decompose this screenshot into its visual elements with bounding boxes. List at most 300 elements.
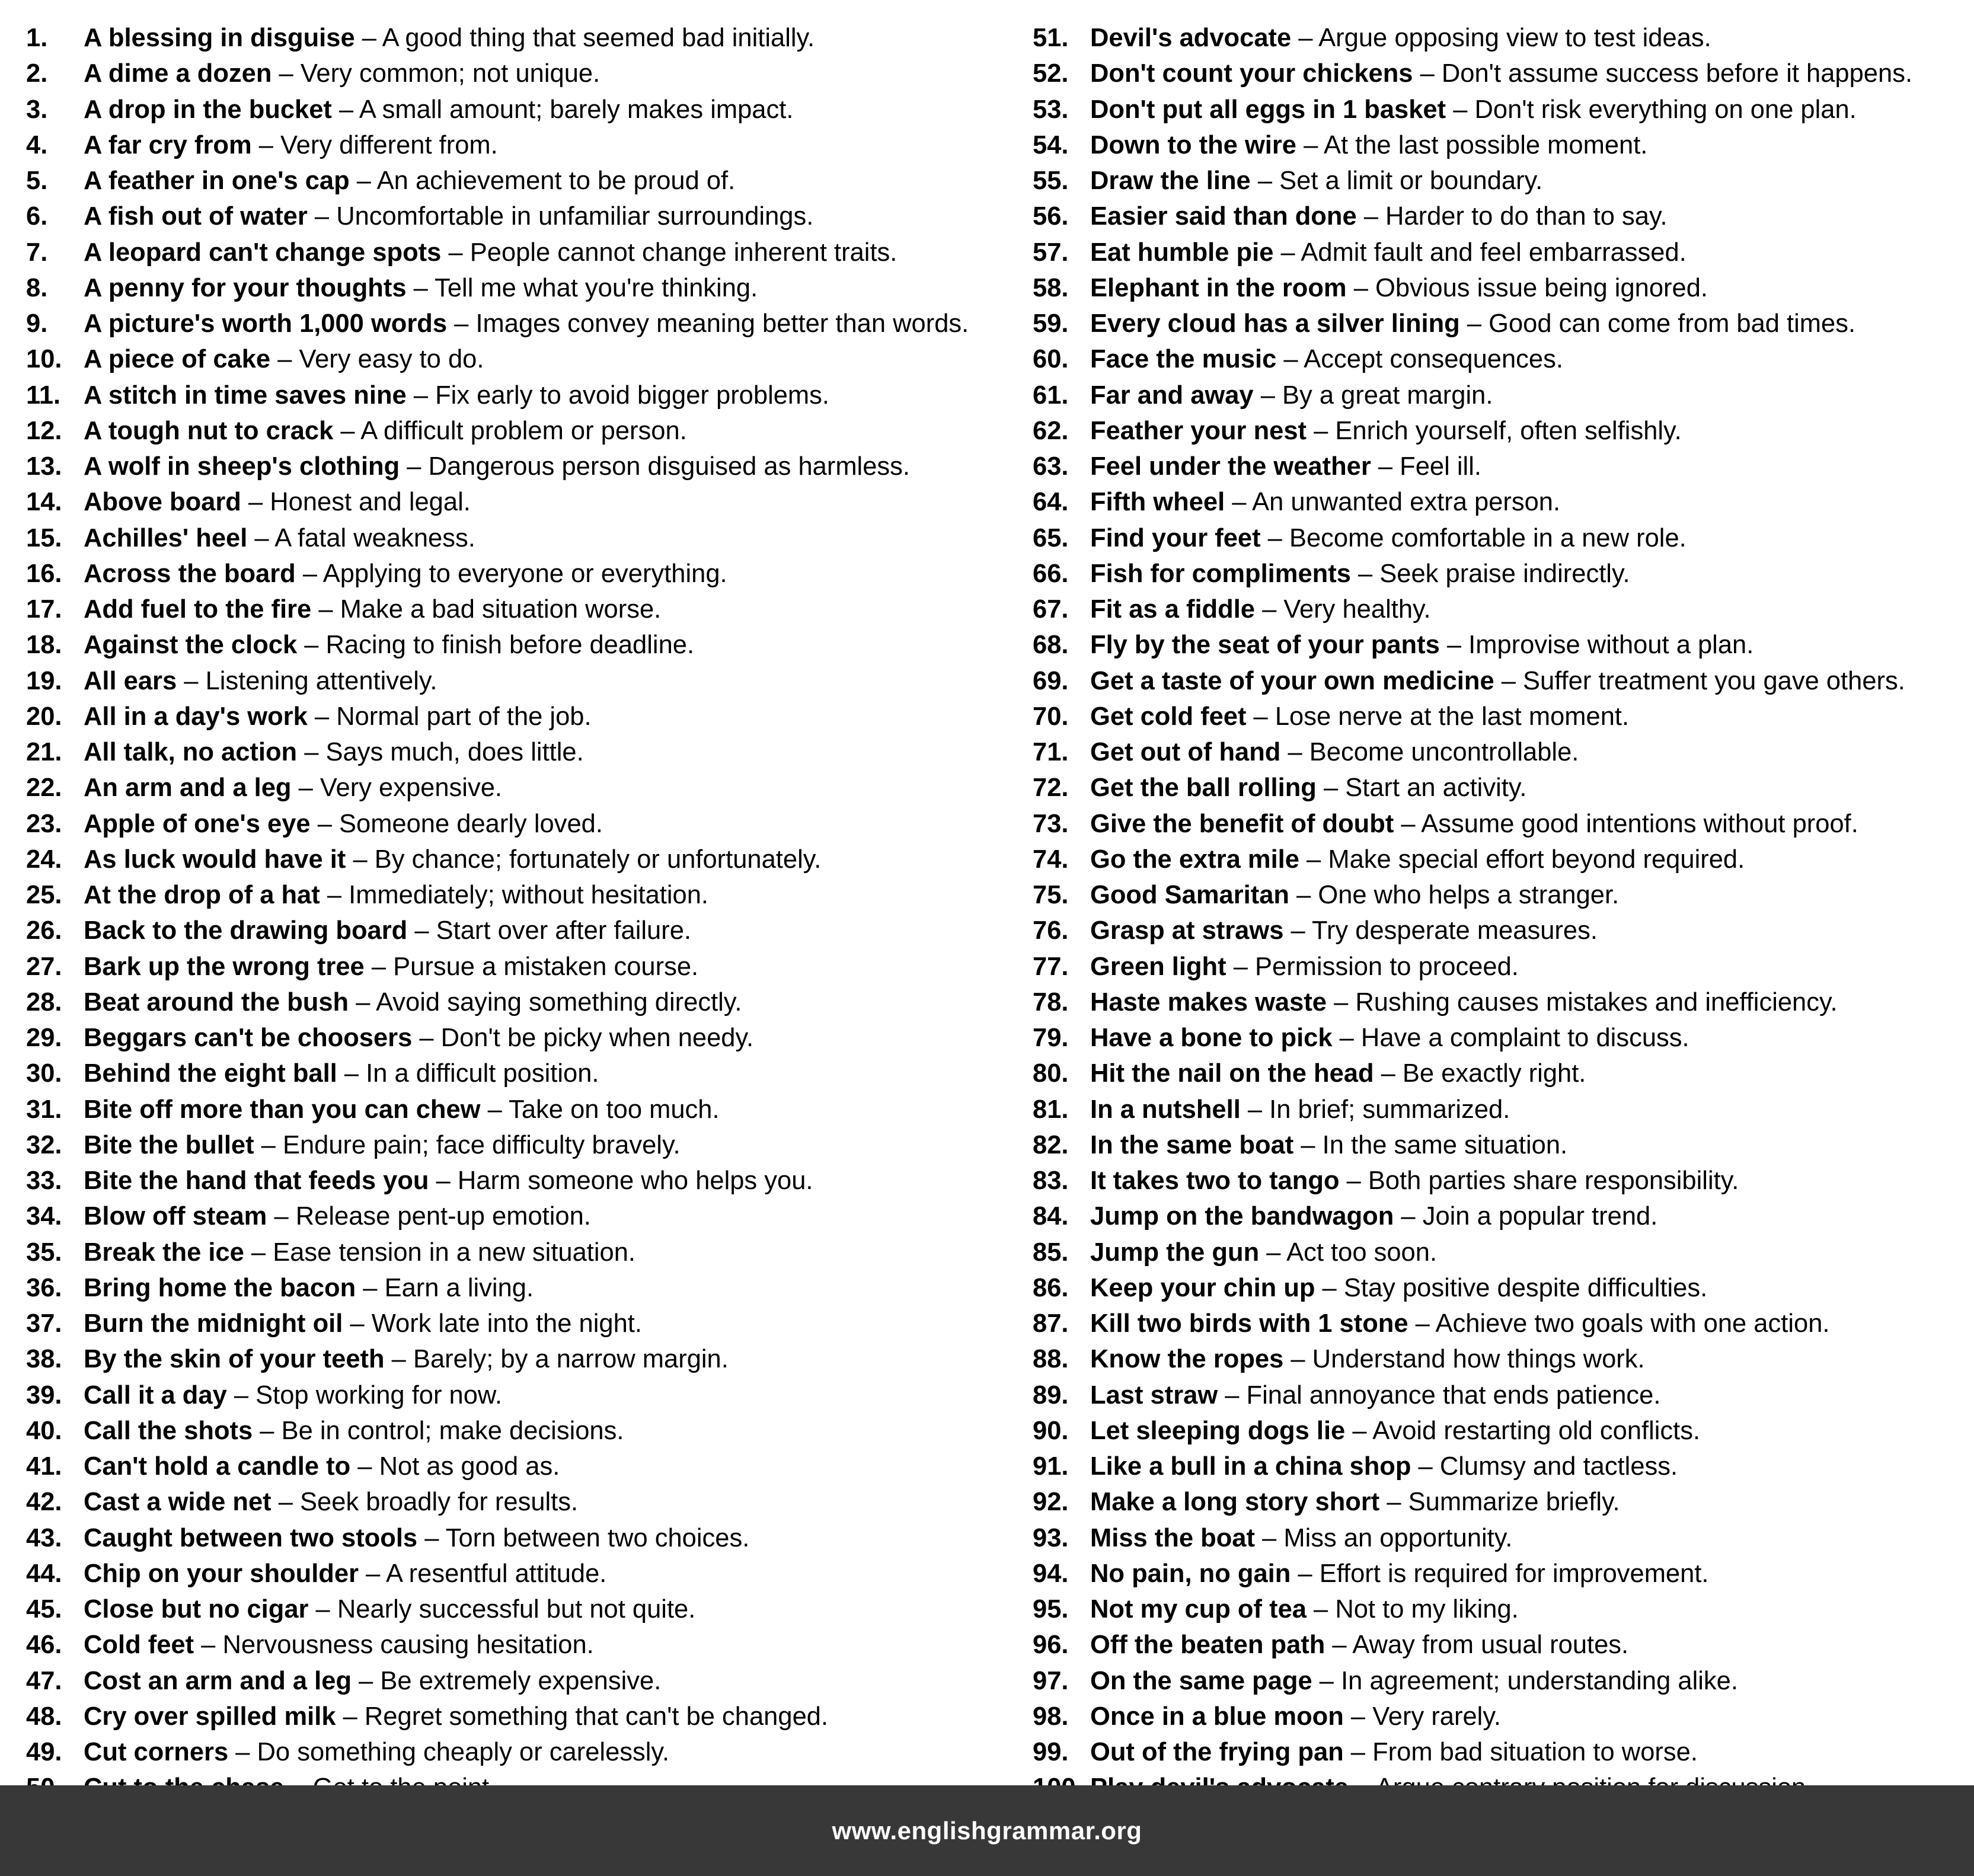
dash-separator: – (1413, 59, 1442, 88)
idiom-phrase: Beggars can't be choosers (84, 1024, 413, 1052)
idiom-entry (84, 842, 821, 877)
idiom-list-item (1033, 270, 1969, 306)
idiom-entry (1090, 699, 1629, 734)
idiom-meaning: Work late into the night. (371, 1309, 642, 1338)
dash-separator: – (1291, 24, 1319, 52)
idiom-entry (1090, 1663, 1738, 1699)
item-number: 14. (26, 488, 62, 517)
idiom-list-item (1033, 127, 1969, 163)
idiom-meaning: Endure pain; face difficulty bravely. (282, 1130, 681, 1159)
item-number: 82. (1033, 1130, 1069, 1159)
idiom-meaning: Pursue a mistaken course. (393, 952, 699, 981)
dash-separator: – (1411, 1452, 1440, 1481)
idiom-entry (84, 949, 698, 985)
item-number: 62. (1033, 416, 1069, 445)
idiom-phrase: Fifth wheel (1090, 488, 1225, 517)
idiom-list-item (1033, 1020, 1969, 1056)
idiom-meaning: Avoid restarting old conflicts. (1372, 1416, 1701, 1445)
item-number: 71. (1033, 738, 1069, 766)
idiom-list-item (1033, 1378, 1969, 1413)
idiom-list-item (1033, 842, 1969, 877)
item-number: 9. (26, 309, 48, 338)
idiom-phrase: A wolf in sheep's clothing (84, 452, 400, 481)
idiom-phrase: Elephant in the room (1090, 273, 1347, 302)
idiom-entry (84, 1413, 624, 1449)
idiom-meaning: Regret something that can't be changed. (364, 1702, 829, 1731)
dash-separator: – (1439, 631, 1469, 660)
dash-separator: – (1225, 488, 1253, 517)
idiom-phrase: Back to the drawing board (84, 916, 408, 945)
idiom-entry (84, 770, 502, 806)
idiom-entry (84, 1127, 681, 1163)
idiom-entry (1090, 1699, 1501, 1734)
idiom-phrase: A stitch in time saves nine (84, 381, 407, 410)
item-number: 76. (1033, 916, 1069, 945)
item-number: 98. (1033, 1702, 1069, 1731)
idiom-list-item (1033, 1449, 1969, 1484)
idiom-meaning: Immediately; without hesitation. (349, 881, 708, 909)
idiom-entry (84, 341, 484, 377)
idiom-entry (1090, 1341, 1645, 1377)
item-number: 88. (1033, 1345, 1069, 1374)
idiom-entry (84, 56, 600, 91)
idiom-meaning: Summarize briefly. (1408, 1488, 1620, 1517)
idiom-list-item (26, 806, 1010, 842)
dash-separator: – (253, 1416, 282, 1445)
dash-separator: – (1280, 738, 1309, 766)
idiom-meaning: Avoid saying something directly. (376, 987, 742, 1017)
dash-separator: – (1289, 881, 1318, 909)
item-number: 53. (1033, 95, 1069, 124)
dash-separator: – (244, 1238, 273, 1267)
dash-separator: – (1296, 130, 1324, 159)
idiom-phrase: Devil's advocate (1090, 24, 1292, 52)
idiom-meaning: Listening attentively. (205, 666, 437, 695)
idiom-list-item (1033, 627, 1969, 663)
item-number: 90. (1033, 1416, 1069, 1445)
item-number: 68. (1033, 631, 1069, 660)
dash-separator: – (228, 1738, 257, 1766)
idiom-phrase: Jump the gun (1090, 1238, 1260, 1267)
item-number: 32. (26, 1130, 62, 1159)
item-number: 49. (26, 1738, 62, 1766)
idiom-entry (84, 1235, 635, 1270)
dash-separator: – (337, 1059, 366, 1088)
idiom-meaning: Improvise without a plan. (1468, 631, 1754, 660)
item-number: 24. (26, 845, 62, 874)
idiom-entry (84, 413, 687, 449)
item-number: 69. (1033, 666, 1069, 695)
idiom-phrase: Grasp at straws (1090, 916, 1284, 945)
idiom-meaning: Barely; by a narrow margin. (413, 1345, 729, 1374)
idiom-list-item (26, 1556, 1010, 1591)
idiom-meaning: Dangerous person disguised as harmless. (428, 452, 911, 481)
dash-separator: – (429, 1166, 458, 1195)
dash-separator: – (350, 1452, 379, 1481)
idiom-phrase: Against the clock (84, 631, 298, 660)
item-number: 31. (26, 1095, 62, 1124)
item-number: 10. (26, 345, 62, 374)
idiom-entry (1090, 1591, 1519, 1627)
idiom-list-item (1033, 1520, 1969, 1556)
item-number: 23. (26, 809, 62, 838)
idiom-list-item (1033, 1627, 1969, 1663)
idiom-phrase: As luck would have it (84, 845, 346, 874)
idiom-entry (84, 1699, 828, 1734)
dash-separator: – (241, 488, 270, 517)
idiom-list-item (26, 1484, 1010, 1520)
item-number: 99. (1033, 1738, 1069, 1766)
idiom-meaning: Become comfortable in a new role. (1289, 523, 1686, 552)
idiom-phrase: Cut corners (84, 1738, 229, 1766)
dash-separator: – (194, 1631, 223, 1660)
idiom-phrase: A penny for your thoughts (84, 273, 407, 302)
item-number: 7. (26, 238, 48, 267)
idiom-entry (84, 484, 471, 520)
dash-separator: – (320, 881, 349, 909)
dash-separator: – (349, 167, 377, 195)
dash-separator: – (1218, 1380, 1247, 1410)
idiom-phrase: A blessing in disguise (84, 24, 355, 52)
idiom-phrase: Feather your nest (1090, 416, 1307, 445)
idiom-entry (84, 1663, 661, 1699)
item-number: 20. (26, 702, 62, 731)
item-number: 30. (26, 1059, 62, 1088)
idiom-meaning: Become uncontrollable. (1309, 738, 1579, 766)
item-number: 94. (1033, 1559, 1069, 1588)
item-number: 6. (26, 202, 48, 231)
idiom-phrase: Cast a wide net (84, 1488, 271, 1517)
idiom-meaning: Ease tension in a new situation. (273, 1238, 636, 1267)
idiom-entry (84, 806, 603, 842)
item-number: 79. (1033, 1024, 1069, 1052)
idiom-list-item (1033, 1663, 1969, 1699)
idiom-entry (84, 1056, 599, 1091)
dash-separator: – (1346, 273, 1375, 302)
idiom-meaning: Assume good intentions without proof. (1421, 809, 1858, 838)
item-number: 15. (26, 523, 62, 552)
idiom-entry (84, 1520, 749, 1556)
idiom-meaning: Admit fault and feel embarrassed. (1301, 238, 1686, 267)
idiom-list-item (26, 1199, 1010, 1234)
idiom-list-item (1033, 56, 1969, 91)
idiom-meaning: Be exactly right. (1402, 1059, 1586, 1088)
idiom-phrase: Bring home the bacon (84, 1273, 356, 1302)
idiom-list-item (26, 449, 1010, 484)
idiom-list-item (1033, 699, 1969, 734)
dash-separator: – (1315, 1273, 1344, 1302)
idiom-entry (1090, 1199, 1657, 1234)
idiom-entry (84, 1378, 502, 1413)
item-number: 8. (26, 273, 48, 302)
idiom-entry (1090, 449, 1481, 484)
idiom-meaning: Harder to do than to say. (1385, 202, 1668, 231)
dash-separator: – (1246, 702, 1275, 731)
idiom-meaning: Final annoyance that ends patience. (1246, 1380, 1661, 1410)
idiom-list-item (26, 235, 1010, 270)
dash-separator: – (308, 1595, 337, 1623)
idiom-list-item (1033, 1484, 1969, 1520)
idiom-meaning: Obvious issue being ignored. (1375, 273, 1708, 302)
idiom-list-item (26, 734, 1010, 770)
item-number: 78. (1033, 987, 1069, 1017)
idiom-list-item (26, 1378, 1010, 1413)
idiom-entry (1090, 1734, 1698, 1770)
idiom-phrase: Fish for compliments (1090, 559, 1351, 588)
idiom-list-item (26, 913, 1010, 948)
idiom-phrase: Give the benefit of doubt (1090, 809, 1394, 838)
item-number: 42. (26, 1488, 62, 1517)
idiom-column-right (1033, 20, 1969, 1806)
idiom-meaning: Earn a living. (384, 1273, 534, 1302)
idiom-phrase: Know the ropes (1090, 1345, 1284, 1374)
item-number: 81. (1033, 1095, 1069, 1124)
dash-separator: – (310, 809, 339, 838)
idiom-list-item (1033, 378, 1969, 413)
idiom-phrase: A fish out of water (84, 202, 308, 231)
idiom-list-item (1033, 163, 1969, 199)
idiom-meaning: Uncomfortable in unfamiliar surroundings. (336, 202, 814, 231)
idiom-list-item (26, 1627, 1010, 1663)
item-number: 91. (1033, 1452, 1069, 1481)
item-number: 63. (1033, 452, 1069, 481)
idiom-phrase: Beat around the bush (84, 987, 349, 1017)
idiom-phrase: Bite the hand that feeds you (84, 1166, 429, 1195)
idiom-entry (1090, 734, 1579, 770)
idiom-entry (84, 92, 793, 127)
dash-separator: – (1259, 1238, 1287, 1267)
dash-separator: – (295, 559, 323, 588)
idiom-meaning: Suffer treatment you gave others. (1523, 666, 1905, 695)
item-number: 55. (1033, 167, 1069, 195)
item-number: 2. (26, 59, 48, 88)
idiom-list-item (26, 1270, 1010, 1306)
idiom-meaning: Seek praise indirectly. (1379, 559, 1630, 588)
idiom-list-item (26, 592, 1010, 627)
item-number: 92. (1033, 1488, 1069, 1517)
item-number: 41. (26, 1452, 62, 1481)
idiom-phrase: A far cry from (84, 130, 252, 159)
idiom-entry (1090, 1092, 1510, 1127)
idiom-meaning: Very rarely. (1372, 1702, 1501, 1731)
idiom-entry (1090, 877, 1619, 913)
idiom-phrase: Call the shots (84, 1416, 253, 1445)
item-number: 28. (26, 987, 62, 1017)
idiom-entry (1090, 341, 1563, 377)
idiom-phrase: Close but no cigar (84, 1595, 309, 1623)
idiom-phrase: Haste makes waste (1090, 987, 1327, 1017)
idiom-phrase: Cost an arm and a leg (84, 1666, 352, 1695)
dash-separator: – (226, 1380, 256, 1410)
item-number: 38. (26, 1345, 62, 1374)
item-number: 72. (1033, 774, 1069, 803)
item-number: 89. (1033, 1380, 1069, 1410)
item-number: 73. (1033, 809, 1069, 838)
idiom-meaning: In agreement; understanding alike. (1341, 1666, 1738, 1695)
idiom-phrase: At the drop of a hat (84, 881, 320, 909)
item-number: 18. (26, 631, 62, 660)
idiom-entry (84, 520, 475, 556)
idiom-entry (1090, 92, 1857, 127)
idiom-entry (84, 1306, 642, 1341)
idiom-phrase: In the same boat (1090, 1130, 1294, 1159)
item-number: 33. (26, 1166, 62, 1195)
idiom-list-item (1033, 484, 1969, 520)
idiom-entry (1090, 1127, 1567, 1163)
dash-separator: – (406, 381, 436, 410)
item-number: 77. (1033, 952, 1069, 981)
idiom-list-item (1033, 1056, 1969, 1091)
item-number: 1. (26, 24, 48, 52)
item-number: 84. (1033, 1202, 1069, 1231)
idiom-list-item (1033, 199, 1969, 234)
idiom-entry (1090, 842, 1745, 877)
idiom-phrase: Achilles' heel (84, 523, 248, 552)
idiom-phrase: Fit as a fiddle (1090, 595, 1255, 624)
idiom-entry (1090, 270, 1708, 306)
idiom-meaning: By a great margin. (1282, 381, 1493, 410)
dash-separator: – (1371, 452, 1400, 481)
idiom-entry (1090, 949, 1519, 985)
dash-separator: – (1291, 1559, 1320, 1588)
idiom-entry (1090, 1627, 1628, 1663)
idiom-phrase: Apple of one's eye (84, 809, 311, 838)
dash-separator: – (1394, 1202, 1423, 1231)
dash-separator: – (1299, 845, 1328, 874)
idiom-entry (1090, 127, 1647, 163)
idiom-list-item (1033, 1163, 1969, 1199)
dash-separator: – (1307, 416, 1336, 445)
footer-url[interactable]: www.englishgrammar.org (832, 1816, 1142, 1845)
idiom-entry (1090, 770, 1526, 806)
idiom-phrase: Above board (84, 488, 241, 517)
dash-separator: – (1273, 238, 1301, 267)
item-number: 22. (26, 774, 62, 803)
idiom-phrase: Bark up the wrong tree (84, 952, 365, 981)
item-number: 52. (1033, 59, 1069, 88)
idiom-meaning: Not as good as. (379, 1452, 560, 1481)
idiom-phrase: Every cloud has a silver lining (1090, 309, 1460, 338)
item-number: 60. (1033, 345, 1069, 374)
item-number: 12. (26, 416, 62, 445)
idiom-phrase: Feel under the weather (1090, 452, 1371, 481)
idiom-entry (1090, 484, 1560, 520)
item-number: 27. (26, 952, 62, 981)
item-number: 65. (1033, 523, 1069, 552)
idiom-entry (84, 1591, 695, 1627)
idiom-meaning: Do something cheaply or carelessly. (257, 1738, 670, 1766)
idiom-entry (1090, 163, 1542, 199)
idiom-list-item (26, 270, 1010, 306)
idiom-list-item (1033, 806, 1969, 842)
item-number: 75. (1033, 881, 1069, 909)
idiom-entry (84, 1163, 813, 1199)
item-number: 54. (1033, 130, 1069, 159)
idiom-meaning: Achieve two goals with one action. (1435, 1309, 1830, 1338)
dash-separator: – (1343, 1702, 1373, 1731)
idiom-entry (1090, 1378, 1660, 1413)
dash-separator: – (297, 631, 326, 660)
idiom-entry (84, 1556, 606, 1591)
idiom-phrase: Go the extra mile (1090, 845, 1299, 874)
idiom-meaning: Lose nerve at the last moment. (1275, 702, 1630, 731)
dash-separator: – (1293, 1130, 1323, 1159)
idiom-phrase: Fly by the seat of your pants (1090, 631, 1440, 660)
idiom-meaning: Seek broadly for results. (300, 1488, 579, 1517)
idiom-phrase: Like a bull in a china shop (1090, 1452, 1411, 1481)
idiom-entry (84, 1627, 594, 1663)
idiom-meaning: Miss an opportunity. (1283, 1523, 1513, 1552)
idiom-list-item (26, 627, 1010, 663)
idiom-phrase: Cold feet (84, 1631, 194, 1660)
idiom-list-item (26, 378, 1010, 413)
dash-separator: – (336, 1702, 365, 1731)
dash-separator: – (1374, 1059, 1403, 1088)
dash-separator: – (406, 273, 435, 302)
idiom-entry (84, 1484, 578, 1520)
idiom-meaning: Fix early to avoid bigger problems. (435, 381, 829, 410)
idiom-phrase: Hit the nail on the head (1090, 1059, 1374, 1088)
item-number: 85. (1033, 1238, 1069, 1267)
dash-separator: – (447, 309, 476, 338)
idiom-phrase: A feather in one's cap (84, 167, 350, 195)
idiom-list-item (26, 341, 1010, 377)
idiom-phrase: Far and away (1090, 381, 1254, 410)
idiom-meaning: By chance; fortunately or unfortunately. (374, 845, 822, 874)
dash-separator: – (333, 416, 361, 445)
idiom-list-item (26, 770, 1010, 806)
idiom-list-item (1033, 413, 1969, 449)
idiom-entry (1090, 56, 1912, 91)
idiom-phrase: Out of the frying pan (1090, 1738, 1344, 1766)
dash-separator: – (1226, 952, 1255, 981)
idiom-entry (1090, 627, 1753, 663)
idiom-meaning: A good thing that seemed bad initially. (382, 24, 815, 52)
dash-separator: – (267, 1202, 296, 1231)
idiom-entry (1090, 663, 1905, 699)
idiom-phrase: Easier said than done (1090, 202, 1357, 231)
idiom-entry (1090, 413, 1682, 449)
idiom-meaning: Try desperate measures. (1311, 916, 1598, 945)
idiom-list-item (26, 1020, 1010, 1056)
dash-separator: – (1306, 1595, 1336, 1623)
item-number: 61. (1033, 381, 1069, 410)
item-number: 16. (26, 559, 62, 588)
idiom-entry (1090, 306, 1855, 341)
idiom-entry (84, 877, 708, 913)
idiom-list-item (26, 1235, 1010, 1270)
idiom-meaning: Start over after failure. (436, 916, 691, 945)
idiom-meaning: Good can come from bad times. (1489, 309, 1856, 338)
item-number: 19. (26, 666, 62, 695)
idiom-meaning: Understand how things work. (1312, 1345, 1645, 1374)
item-number: 86. (1033, 1273, 1069, 1302)
item-number: 36. (26, 1273, 62, 1302)
dash-separator: – (417, 1523, 446, 1552)
idiom-entry (1090, 1056, 1586, 1091)
idiom-entry (1090, 1484, 1620, 1520)
dash-separator: – (364, 952, 394, 981)
idiom-list-item (1033, 92, 1969, 127)
item-number: 47. (26, 1666, 62, 1695)
idiom-meaning: At the last possible moment. (1323, 130, 1648, 159)
footer-bar (0, 1785, 1974, 1876)
item-number: 46. (26, 1631, 62, 1660)
idiom-phrase: A piece of cake (84, 345, 271, 374)
dash-separator: – (1332, 1024, 1361, 1052)
item-number: 35. (26, 1238, 62, 1267)
idiom-meaning: Very expensive. (320, 774, 502, 803)
